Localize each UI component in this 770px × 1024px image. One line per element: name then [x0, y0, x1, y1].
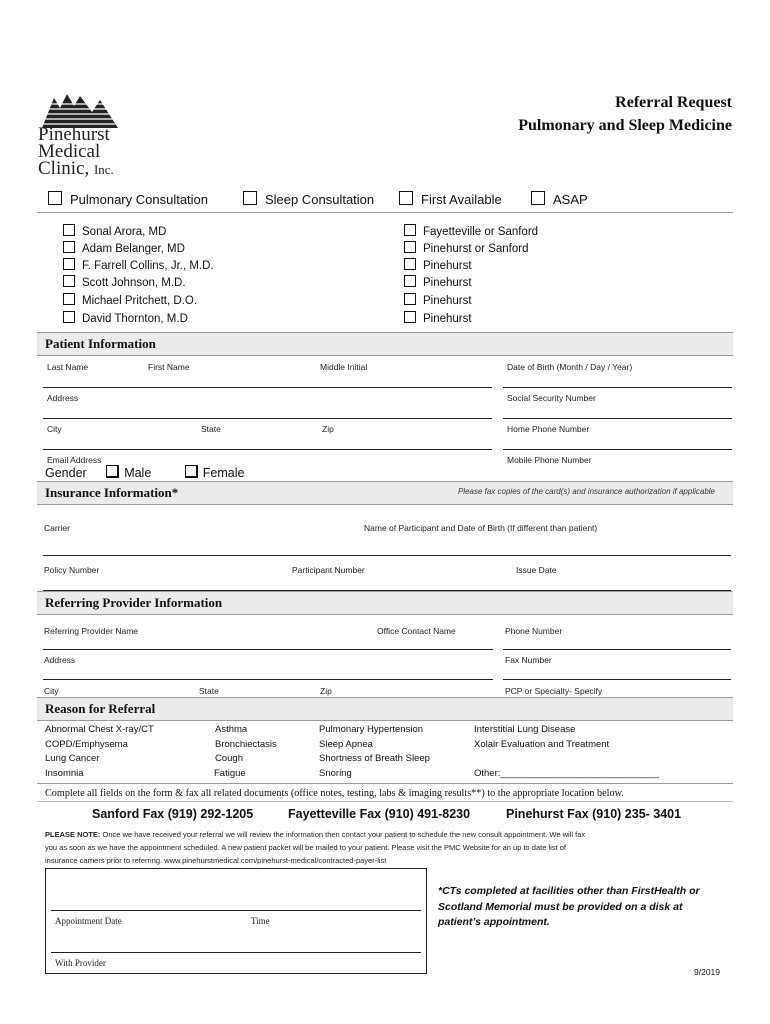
- city-field[interactable]: [43, 449, 492, 450]
- provider-name-label: Referring Provider Name: [44, 626, 139, 636]
- doctor-option[interactable]: [63, 311, 188, 325]
- doctor-name: Sonal Arora, MD: [82, 226, 167, 238]
- checkbox-icon[interactable]: [404, 241, 416, 253]
- ref-zip-label: Zip: [320, 686, 332, 696]
- location-option[interactable]: [404, 275, 472, 289]
- note-line-1-wrap: [45, 828, 735, 841]
- ct-note-line-1: *CTs completed at facilities other than FirstHealth or: [438, 885, 700, 897]
- appointment-box: [45, 868, 427, 974]
- ct-note: [438, 884, 700, 931]
- consult-pulmonary[interactable]: [48, 191, 208, 207]
- divider: [37, 783, 733, 784]
- checkbox-icon[interactable]: [63, 311, 75, 323]
- reason-item[interactable]: Xolair Evaluation and Treatment: [474, 739, 610, 750]
- time-label: Time: [251, 916, 270, 926]
- logo-line-3-wrap: [38, 160, 114, 178]
- reason-item[interactable]: Asthma: [215, 724, 248, 735]
- reason-item[interactable]: Cough: [215, 753, 243, 764]
- location-name: Fayetteville or Sanford: [423, 226, 539, 238]
- carrier-field[interactable]: [43, 555, 731, 556]
- consult-sleep-label: Sleep Consultation: [265, 192, 375, 207]
- checkbox-icon[interactable]: [404, 275, 416, 287]
- fax-field[interactable]: [503, 679, 731, 680]
- ssn-label: Social Security Number: [507, 393, 596, 403]
- gender-female-option[interactable]: [185, 466, 245, 480]
- ref-city-label: City: [44, 686, 59, 696]
- divider: [37, 801, 733, 802]
- doctor-option[interactable]: [63, 224, 166, 238]
- logo-line-2: Medical: [38, 141, 101, 162]
- home-phone-label: Home Phone Number: [507, 424, 590, 434]
- note-label: PLEASE NOTE:: [45, 830, 101, 839]
- ct-note-line-3: patient’s appointment.: [438, 916, 550, 928]
- doctor-name: Adam Belanger, MD: [82, 243, 185, 255]
- reason-other-field[interactable]: Other:______________________________: [474, 768, 659, 779]
- provider-field[interactable]: [51, 952, 421, 953]
- last-name-label: Last Name: [47, 362, 89, 372]
- referring-heading: Referring Provider Information: [45, 595, 223, 610]
- reason-item[interactable]: Insomnia: [45, 768, 84, 779]
- appointment-date-label: Appointment Date: [55, 916, 122, 926]
- checkbox-icon[interactable]: [404, 293, 416, 305]
- first-name-label: First Name: [148, 362, 190, 372]
- reason-item[interactable]: Interstitial Lung Disease: [474, 724, 576, 735]
- checkbox-icon[interactable]: [185, 465, 198, 478]
- fax-label: Fax Number: [505, 655, 552, 665]
- mobile-phone-label: Mobile Phone Number: [507, 455, 592, 465]
- office-contact-label: Office Contact Name: [377, 626, 456, 636]
- revision-date: 9/2019: [694, 967, 720, 977]
- location-option[interactable]: [404, 311, 472, 325]
- middle-initial-label: Middle Initial: [320, 362, 368, 372]
- divider: [37, 212, 733, 213]
- last-name-field[interactable]: [43, 387, 492, 388]
- doctor-option[interactable]: [63, 241, 185, 255]
- checkbox-icon[interactable]: [404, 258, 416, 270]
- ref-address-field[interactable]: [43, 679, 493, 680]
- checkbox-icon[interactable]: [404, 311, 416, 323]
- doctor-name: F. Farrell Collins, Jr., M.D.: [82, 260, 214, 272]
- zip-label: Zip: [322, 424, 334, 434]
- reason-heading: Reason for Referral: [45, 701, 156, 716]
- provider-name-field[interactable]: [43, 649, 493, 650]
- issue-date-label: Issue Date: [516, 565, 557, 575]
- dob-field[interactable]: [503, 387, 732, 388]
- patient-section-header: [37, 332, 733, 356]
- doctor-option[interactable]: [63, 275, 186, 289]
- patient-heading: Patient Information: [45, 336, 156, 351]
- referring-section-header: [37, 591, 733, 615]
- logo-line-1: Pinehurst: [38, 124, 110, 145]
- female-label: Female: [202, 466, 245, 480]
- mountain-logo-icon: [40, 92, 120, 128]
- consult-asap-label: ASAP: [553, 192, 588, 207]
- male-label: Male: [124, 466, 152, 480]
- address-label: Address: [47, 393, 79, 403]
- gender-label: Gender: [45, 466, 87, 480]
- header-title: Referral Request: [615, 94, 732, 111]
- consult-sleep[interactable]: [243, 191, 374, 207]
- checkbox-icon[interactable]: [48, 191, 62, 205]
- email-label: Email Address: [47, 455, 102, 465]
- location-option[interactable]: [404, 293, 472, 307]
- location-name: Pinehurst or Sanford: [423, 243, 529, 255]
- checkbox-icon[interactable]: [63, 258, 75, 270]
- checkbox-icon[interactable]: [63, 275, 75, 287]
- location-name: Pinehurst: [423, 277, 472, 289]
- reason-item[interactable]: Pulmonary Hypertension: [319, 724, 424, 735]
- gender-row: [45, 465, 244, 480]
- please-note: [45, 828, 735, 867]
- reason-section-header: [37, 697, 733, 721]
- reason-item[interactable]: Shortness of Breath Sleep: [319, 753, 430, 764]
- reason-item[interactable]: Sleep Apnea: [319, 739, 373, 750]
- checkbox-icon[interactable]: [63, 293, 75, 305]
- consult-first-available[interactable]: [399, 191, 502, 207]
- location-name: Pinehurst: [423, 313, 472, 325]
- address-field[interactable]: [43, 418, 492, 419]
- ref-address-label: Address: [44, 655, 76, 665]
- note-line-1: Once we have received your referral we will review the information then contact your patient to schedule the new consult appointment. We will fax: [102, 830, 586, 839]
- city-label: City: [47, 424, 62, 434]
- doctor-option[interactable]: [63, 293, 197, 307]
- checkbox-icon[interactable]: [399, 191, 413, 205]
- doctor-name: Michael Pritchett, D.O.: [82, 295, 198, 307]
- reason-item[interactable]: Fatigue: [214, 768, 246, 779]
- logo-suffix: Inc.: [93, 162, 114, 177]
- consult-first-available-label: First Available: [421, 192, 502, 207]
- consult-pulmonary-label: Pulmonary Consultation: [70, 192, 209, 207]
- location-name: Pinehurst: [423, 295, 472, 307]
- reason-item[interactable]: Abnormal Chest X-ray/CT: [45, 724, 154, 735]
- ssn-field[interactable]: [503, 418, 732, 419]
- doctor-name: David Thornton, M.D: [82, 313, 188, 325]
- home-phone-field[interactable]: [503, 449, 732, 450]
- pcp-label: PCP or Specialty- Specify: [505, 686, 603, 696]
- clinic-logo: [38, 92, 128, 182]
- insurance-heading: Insurance Information*: [45, 485, 179, 500]
- checkbox-icon[interactable]: [63, 224, 75, 236]
- doctor-name: Scott Johnson, M.D.: [82, 277, 186, 289]
- participant-number-label: Participant Number: [292, 565, 365, 575]
- location-name: Pinehurst: [423, 260, 472, 272]
- appointment-date-field[interactable]: [51, 910, 421, 911]
- reason-item[interactable]: Lung Cancer: [45, 753, 100, 764]
- header-subtitle: Pulmonary and Sleep Medicine: [518, 117, 732, 134]
- phone-label: Phone Number: [505, 626, 563, 636]
- fayetteville-fax: Fayetteville Fax (910) 491-8230: [288, 807, 471, 821]
- dob-label: Date of Birth (Month / Day / Year): [507, 362, 633, 372]
- policy-number-label: Policy Number: [44, 565, 100, 575]
- consult-asap[interactable]: [531, 191, 588, 207]
- sanford-fax: Sanford Fax (919) 292-1205: [92, 807, 254, 821]
- checkbox-icon[interactable]: [404, 224, 416, 236]
- insurance-note: Please fax copies of the card(s) and insurance authorization if applicable: [457, 487, 715, 496]
- reason-item[interactable]: COPD/Emphysema: [45, 739, 128, 750]
- reason-item[interactable]: Bronchiectasis: [215, 739, 277, 750]
- reason-item[interactable]: Snoring: [319, 768, 352, 779]
- gender-male-option[interactable]: [106, 466, 151, 480]
- instructions-text: Complete all fields on the form & fax all related documents (office notes, testing, labs & imaging results**) to the appropriate location below.: [45, 788, 624, 799]
- note-line-2: you as soon as we have the appointment scheduled. A new patient packet will be mailed to your patient. Please visit the PMC Website for an up to date list of: [45, 843, 566, 852]
- carrier-label: Carrier: [44, 523, 70, 533]
- checkbox-icon[interactable]: [106, 465, 119, 478]
- location-option[interactable]: [404, 258, 472, 272]
- state-label: State: [201, 424, 221, 434]
- pinehurst-fax: Pinehurst Fax (910) 235- 3401: [506, 807, 682, 821]
- checkbox-icon[interactable]: [63, 241, 75, 253]
- phone-field[interactable]: [503, 649, 731, 650]
- note-line-3: insurance carriers prior to referring. www.pinehurstmedical.com/pinehurst-medical/contracted-payer-list: [45, 856, 387, 865]
- checkbox-icon[interactable]: [243, 191, 257, 205]
- doctor-option[interactable]: [63, 258, 214, 272]
- participant-name-label: Name of Participant and Date of Birth (If different than patient): [364, 523, 598, 533]
- logo-line-3: Clinic,: [38, 158, 90, 179]
- ref-state-label: State: [199, 686, 219, 696]
- insurance-section-header: [37, 481, 733, 505]
- ct-note-line-2: Scotland Memorial must be provided on a disk at: [438, 900, 683, 913]
- with-provider-label: With Provider: [55, 958, 106, 968]
- location-option[interactable]: [404, 241, 528, 255]
- checkbox-icon[interactable]: [531, 191, 545, 205]
- location-option[interactable]: [404, 224, 538, 238]
